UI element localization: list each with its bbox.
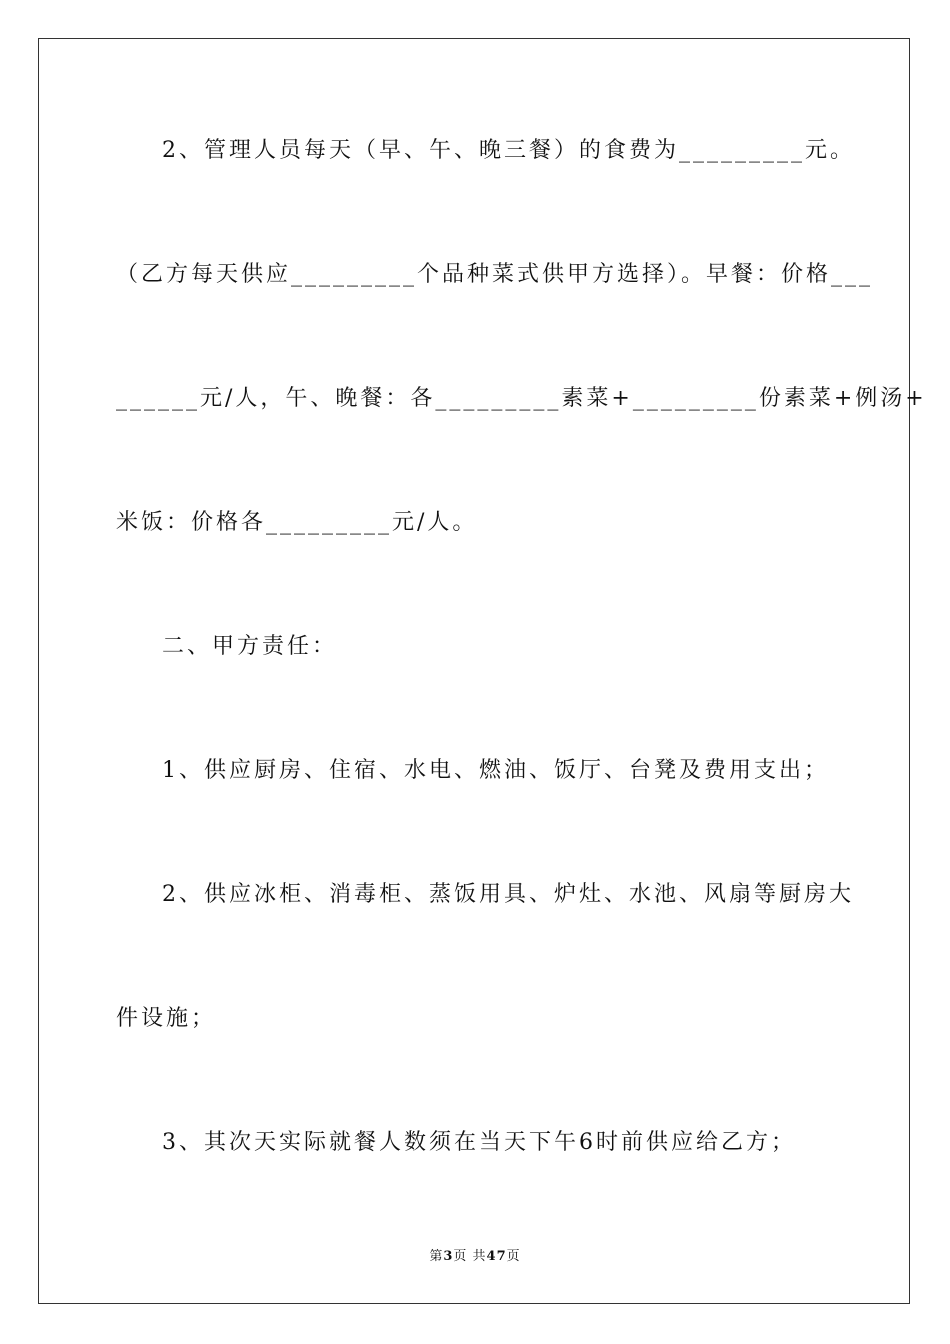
paragraph-line-8: 件设施； [116, 1006, 217, 1031]
page-border [38, 38, 927, 1304]
page-number-footer [0, 1248, 950, 1266]
paragraph-line-6: 1、供应厨房、住宿、水电、燃油、饭厅、台凳及费用支出； [162, 758, 829, 783]
footer-suffix: 页 [506, 1249, 521, 1264]
footer-prefix: 第 [429, 1249, 444, 1264]
footer-mid: 页 共 [453, 1249, 487, 1264]
paragraph-line-3: ______元/人，午、晚餐：各_________素菜+_________份素菜+例汤+ [116, 386, 927, 411]
section-heading: 二、甲方责任： [162, 634, 338, 659]
paragraph-line-2: （乙方每天供应_________个品种菜式供甲方选择）。早餐：价格___ [116, 262, 874, 287]
paragraph-line-9: 3、其次天实际就餐人数须在当天下午6时前供应给乙方； [162, 1130, 796, 1155]
footer-total-pages: 47 [486, 1249, 507, 1264]
paragraph-line-4: 米饭：价格各_________元/人。 [116, 510, 478, 535]
footer-current-page: 3 [443, 1249, 454, 1264]
paragraph-line-7: 2、供应冰柜、消毒柜、蒸饭用具、炉灶、水池、风扇等厨房大 [162, 882, 854, 907]
paragraph-line-1: 2、管理人员每天（早、午、晚三餐）的食费为_________元。 [162, 138, 855, 163]
